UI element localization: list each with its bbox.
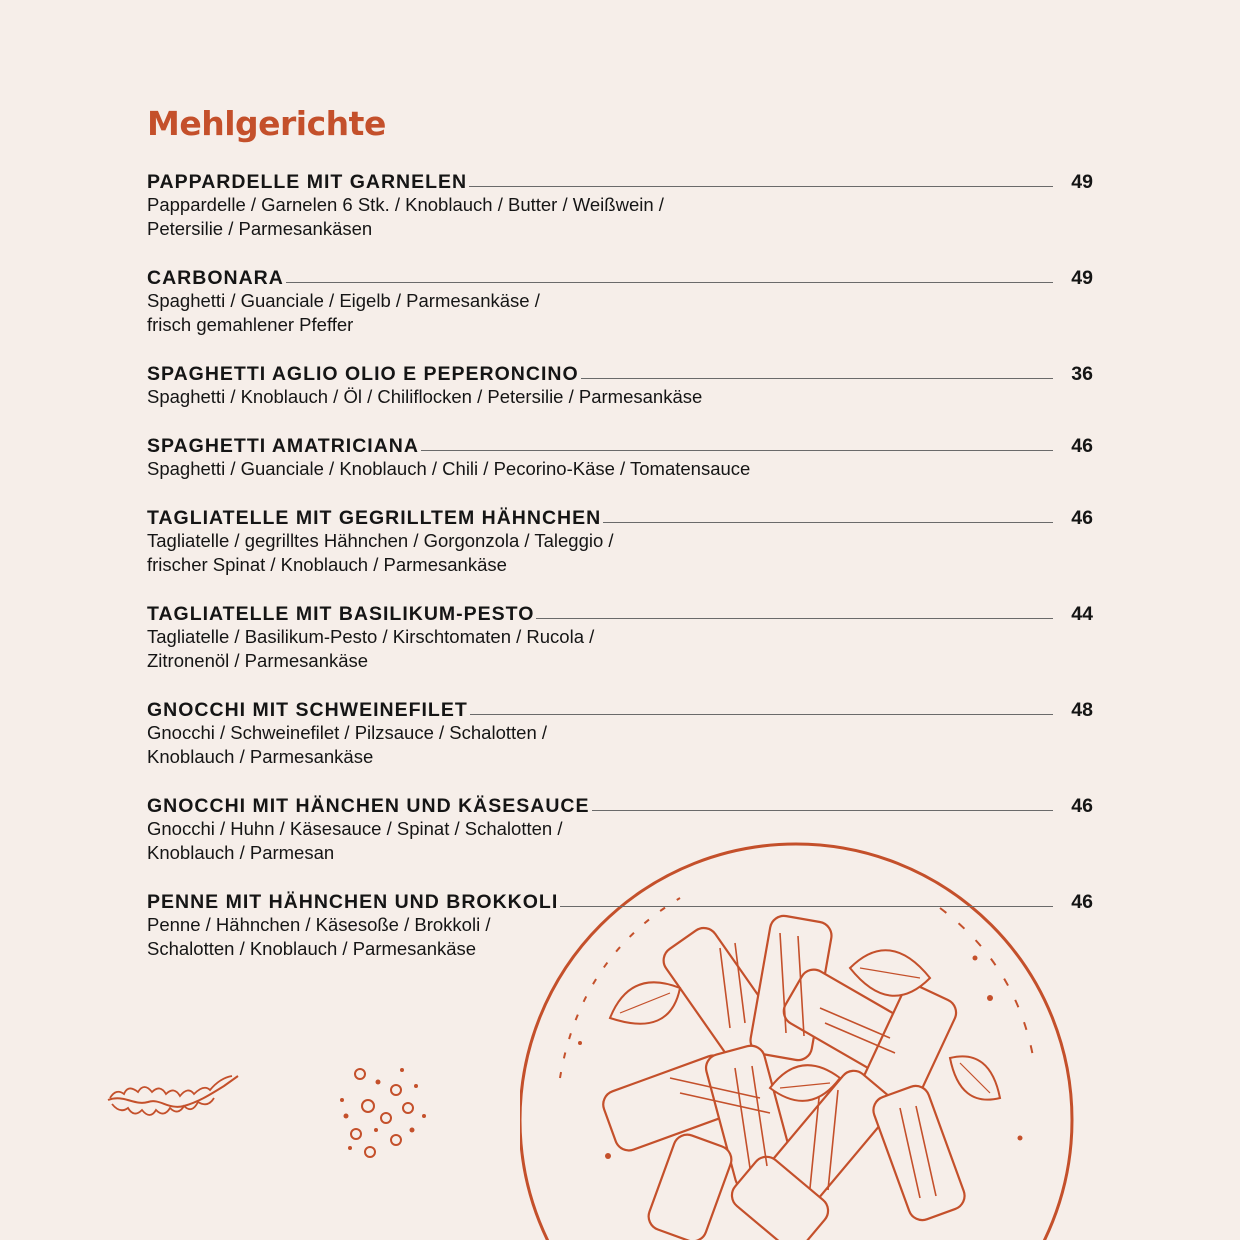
arugula-leaf-illustration [104,1072,244,1128]
menu-item-tagliatelle-haehnchen [147,502,1093,598]
dotted-leader [421,449,1053,451]
dish-description: Tagliatelle / Basilikum-Pesto / Kirschtomaten / Rucola / Zitronenöl / Parmesankäse [147,626,595,671]
dish-price: 46 [1071,435,1093,457]
dish-description: Penne / Hähnchen / Käsesoße / Brokkoli / Schalotten / Knoblauch / Parmesankäse [147,914,491,959]
dish-name: GNOCCHI MIT HÄNCHEN UND KÄSESAUCE [147,795,590,817]
dotted-leader [603,521,1053,523]
menu-item-pappardelle-garnelen [147,166,1093,262]
dish-description: Tagliatelle / gegrilltes Hähnchen / Gorgonzola / Taleggio / frischer Spinat / Knoblauch / Parmesankäse [147,530,614,575]
dish-name: SPAGHETTI AMATRICIANA [147,435,419,457]
menu-item-carbonara [147,262,1093,358]
dotted-leader [560,905,1053,907]
menu-item-amatriciana [147,430,1093,502]
dish-price: 46 [1071,507,1093,529]
peppercorns-illustration [336,1060,436,1160]
dish-price: 48 [1071,699,1093,721]
dish-price: 44 [1071,603,1093,625]
dotted-leader [469,185,1053,187]
dotted-leader [470,713,1053,715]
dish-price: 49 [1071,171,1093,193]
dish-name: TAGLIATELLE MIT GEGRILLTEM HÄHNCHEN [147,507,602,529]
dish-name: PAPPARDELLE MIT GARNELEN [147,171,468,193]
menu-item-penne-brokkoli [147,886,1093,982]
dish-name: PENNE MIT HÄHNCHEN UND BROKKOLI [147,891,559,913]
dish-price: 49 [1071,267,1093,289]
dish-name: CARBONARA [147,267,284,289]
dish-price: 36 [1071,363,1093,385]
dish-description: Gnocchi / Huhn / Käsesauce / Spinat / Schalotten / Knoblauch / Parmesan [147,818,563,863]
dish-name: GNOCCHI MIT SCHWEINEFILET [147,699,468,721]
menu-item-aglio-olio [147,358,1093,430]
dish-price: 46 [1071,891,1093,913]
page-title: Mehlgerichte [147,104,386,143]
dish-name: SPAGHETTI AGLIO OLIO E PEPERONCINO [147,363,579,385]
dish-price: 46 [1071,795,1093,817]
dish-description: Pappardelle / Garnelen 6 Stk. / Knoblauch / Butter / Weißwein / Petersilie / Parmesankäsen [147,194,664,239]
dotted-leader [581,377,1053,379]
dotted-leader [536,617,1053,619]
dish-description: Gnocchi / Schweinefilet / Pilzsauce / Schalotten / Knoblauch / Parmesankäse [147,722,548,767]
menu-item-tagliatelle-pesto [147,598,1093,694]
menu-list [147,166,1093,982]
dotted-leader [286,281,1053,283]
dotted-leader [592,809,1053,811]
dish-description: Spaghetti / Guanciale / Knoblauch / Chili / Pecorino-Käse / Tomatensauce [147,458,751,479]
menu-item-gnocchi-schweinefilet [147,694,1093,790]
menu-item-gnocchi-kaesesauce [147,790,1093,886]
dish-name: TAGLIATELLE MIT BASILIKUM-PESTO [147,603,535,625]
dish-description: Spaghetti / Knoblauch / Öl / Chiliflocken / Petersilie / Parmesankäse [147,386,703,407]
dish-description: Spaghetti / Guanciale / Eigelb / Parmesankäse / frisch gemahlener Pfeffer [147,290,540,335]
